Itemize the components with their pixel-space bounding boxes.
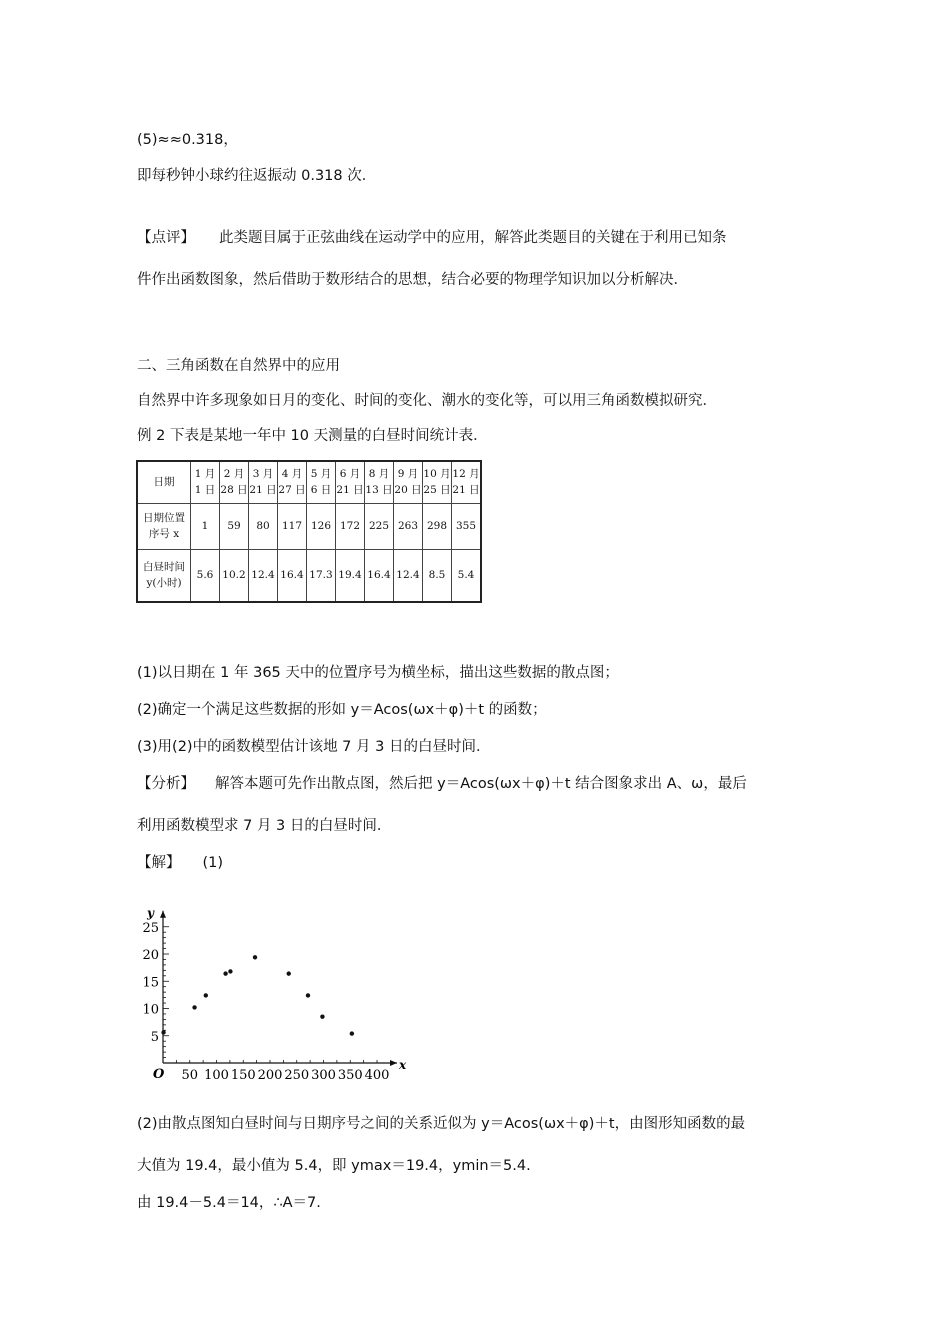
- data-point: [253, 955, 257, 959]
- daylight-table: [136, 460, 482, 603]
- date-cell: 8 月 13 日: [365, 461, 394, 503]
- analysis-text-1: 解答本题可先作出散点图，然后把 y＝Acos(ωx＋φ)＋t 结合图象求出 A、ω，最后: [215, 776, 747, 792]
- hours-cell: 16.4: [278, 549, 307, 602]
- position-cell: 172: [336, 503, 365, 549]
- date-cell: 5 月 6 日: [307, 461, 336, 503]
- question-3: (3)用(2)中的函数模型估计该地 7 月 3 日的白昼时间．: [137, 739, 491, 755]
- comment-line-2: 件作出函数图象，然后借助于数形结合的思想，结合必要的物理学知识加以分析解决．: [137, 272, 688, 288]
- date-cell: 9 月 20 日: [394, 461, 423, 503]
- analysis-line-1: [137, 772, 747, 793]
- data-point: [306, 993, 310, 997]
- origin-label: O: [153, 1067, 165, 1080]
- solution-tag: 【解】: [137, 855, 181, 871]
- date-cell: 10 月 25 日: [423, 461, 452, 503]
- position-cell: 263: [394, 503, 423, 549]
- x-axis-arrow: [390, 1060, 397, 1066]
- x-tick-label: 150: [230, 1068, 256, 1080]
- question-2: (2)确定一个满足这些数据的形如 y＝Acos(ωx＋φ)＋t 的函数；: [137, 702, 547, 718]
- position-cell: 126: [307, 503, 336, 549]
- comment-text-1: 此类题目属于正弦曲线在运动学中的应用，解答此类题目的关键在于利用已知条: [219, 230, 727, 246]
- data-point: [320, 1014, 324, 1018]
- data-point: [161, 1030, 165, 1034]
- date-cell: 1 月 1 日: [191, 461, 220, 503]
- position-cell: 1: [191, 503, 220, 549]
- hours-cell: 12.4: [249, 549, 278, 602]
- data-point: [223, 971, 227, 975]
- hours-cell: 8.5: [423, 549, 452, 602]
- hours-cell: 16.4: [365, 549, 394, 602]
- position-cell: 59: [220, 503, 249, 549]
- hours-cell: 5.6: [191, 549, 220, 602]
- y-tick-label: 10: [142, 1002, 159, 1018]
- chart-points: [161, 955, 354, 1036]
- x-tick-label: 50: [181, 1068, 199, 1080]
- y-axis-label: y: [147, 905, 154, 920]
- x-tick-label: 250: [284, 1068, 310, 1080]
- date-cell: 3 月 21 日: [249, 461, 278, 503]
- y-axis-arrow: [160, 911, 166, 918]
- solution-part-label: (1): [202, 855, 224, 871]
- solution2-line-3: 由 19.4－5.4＝14，∴A＝7.: [137, 1195, 321, 1211]
- table-row-hours: [137, 549, 481, 602]
- position-cell: 117: [278, 503, 307, 549]
- y-tick-label: 20: [142, 948, 159, 963]
- section-heading: 二、三角函数在自然界中的应用: [137, 358, 340, 374]
- position-cell: 298: [423, 503, 452, 549]
- hours-cell: 10.2: [220, 549, 249, 602]
- data-point: [192, 1005, 196, 1009]
- data-point: [204, 993, 208, 997]
- line-answer-5-conclusion: 即每秒钟小球约往返振动 0.318 次．: [137, 168, 377, 184]
- chart-ticks: [142, 921, 389, 1080]
- hours-cell: 5.4: [452, 549, 482, 602]
- position-cell: 355: [452, 503, 482, 549]
- chart-axes: [146, 906, 407, 1080]
- row-header-hours: 白昼时间 y(小时): [137, 549, 191, 602]
- hours-cell: 17.3: [307, 549, 336, 602]
- date-cell: 6 月 21 日: [336, 461, 365, 503]
- position-cell: 225: [365, 503, 394, 549]
- line-answer-5: (5)≈≈0.318，: [137, 132, 238, 148]
- x-tick-label: 400: [364, 1068, 390, 1080]
- comment-tag: 【点评】: [137, 230, 195, 246]
- comment-line-1: [137, 226, 727, 247]
- position-cell: 80: [249, 503, 278, 549]
- y-tick-label: 25: [142, 920, 159, 936]
- analysis-line-2: 利用函数模型求 7 月 3 日的白昼时间．: [137, 818, 392, 834]
- data-point: [350, 1031, 354, 1035]
- data-point: [287, 971, 291, 975]
- analysis-tag: 【分析】: [137, 776, 195, 792]
- x-tick-label: 350: [337, 1068, 363, 1080]
- solution2-line-2: 大值为 19.4，最小值为 5.4，即 ymax＝19.4，ymin＝5.4.: [137, 1158, 531, 1174]
- y-tick-label: 5: [150, 1029, 159, 1045]
- row-header-position: 日期位置 序号 x: [137, 503, 191, 549]
- hours-cell: 19.4: [336, 549, 365, 602]
- x-tick-label: 100: [204, 1068, 229, 1080]
- date-cell: 2 月 28 日: [220, 461, 249, 503]
- y-tick-label: 15: [142, 975, 159, 991]
- date-cell: 12 月 21 日: [452, 461, 482, 503]
- row-header-date: 日期: [137, 461, 191, 503]
- scatter-chart: [130, 880, 420, 1080]
- question-1: (1)以日期在 1 年 365 天中的位置序号为横坐标，描出这些数据的散点图；: [137, 665, 619, 681]
- intro-paragraph: 自然界中许多现象如日月的变化、时间的变化、潮水的变化等，可以用三角函数模拟研究．: [137, 393, 717, 409]
- solution2-line-1: (2)由散点图知白昼时间与日期序号之间的关系近似为 y＝Acos(ωx＋φ)＋t，由图形知函数的最: [137, 1116, 746, 1132]
- x-tick-label: 300: [311, 1068, 336, 1080]
- table-row-dates: [137, 461, 481, 503]
- x-tick-label: 200: [257, 1068, 283, 1080]
- x-axis-label: x: [399, 1058, 407, 1072]
- hours-cell: 12.4: [394, 549, 423, 602]
- solution-line: [137, 851, 223, 872]
- table-row-positions: [137, 503, 481, 549]
- date-cell: 4 月 27 日: [278, 461, 307, 503]
- data-point: [228, 969, 232, 973]
- example-statement: 例 2 下表是某地一年中 10 天测量的白昼时间统计表．: [137, 428, 488, 444]
